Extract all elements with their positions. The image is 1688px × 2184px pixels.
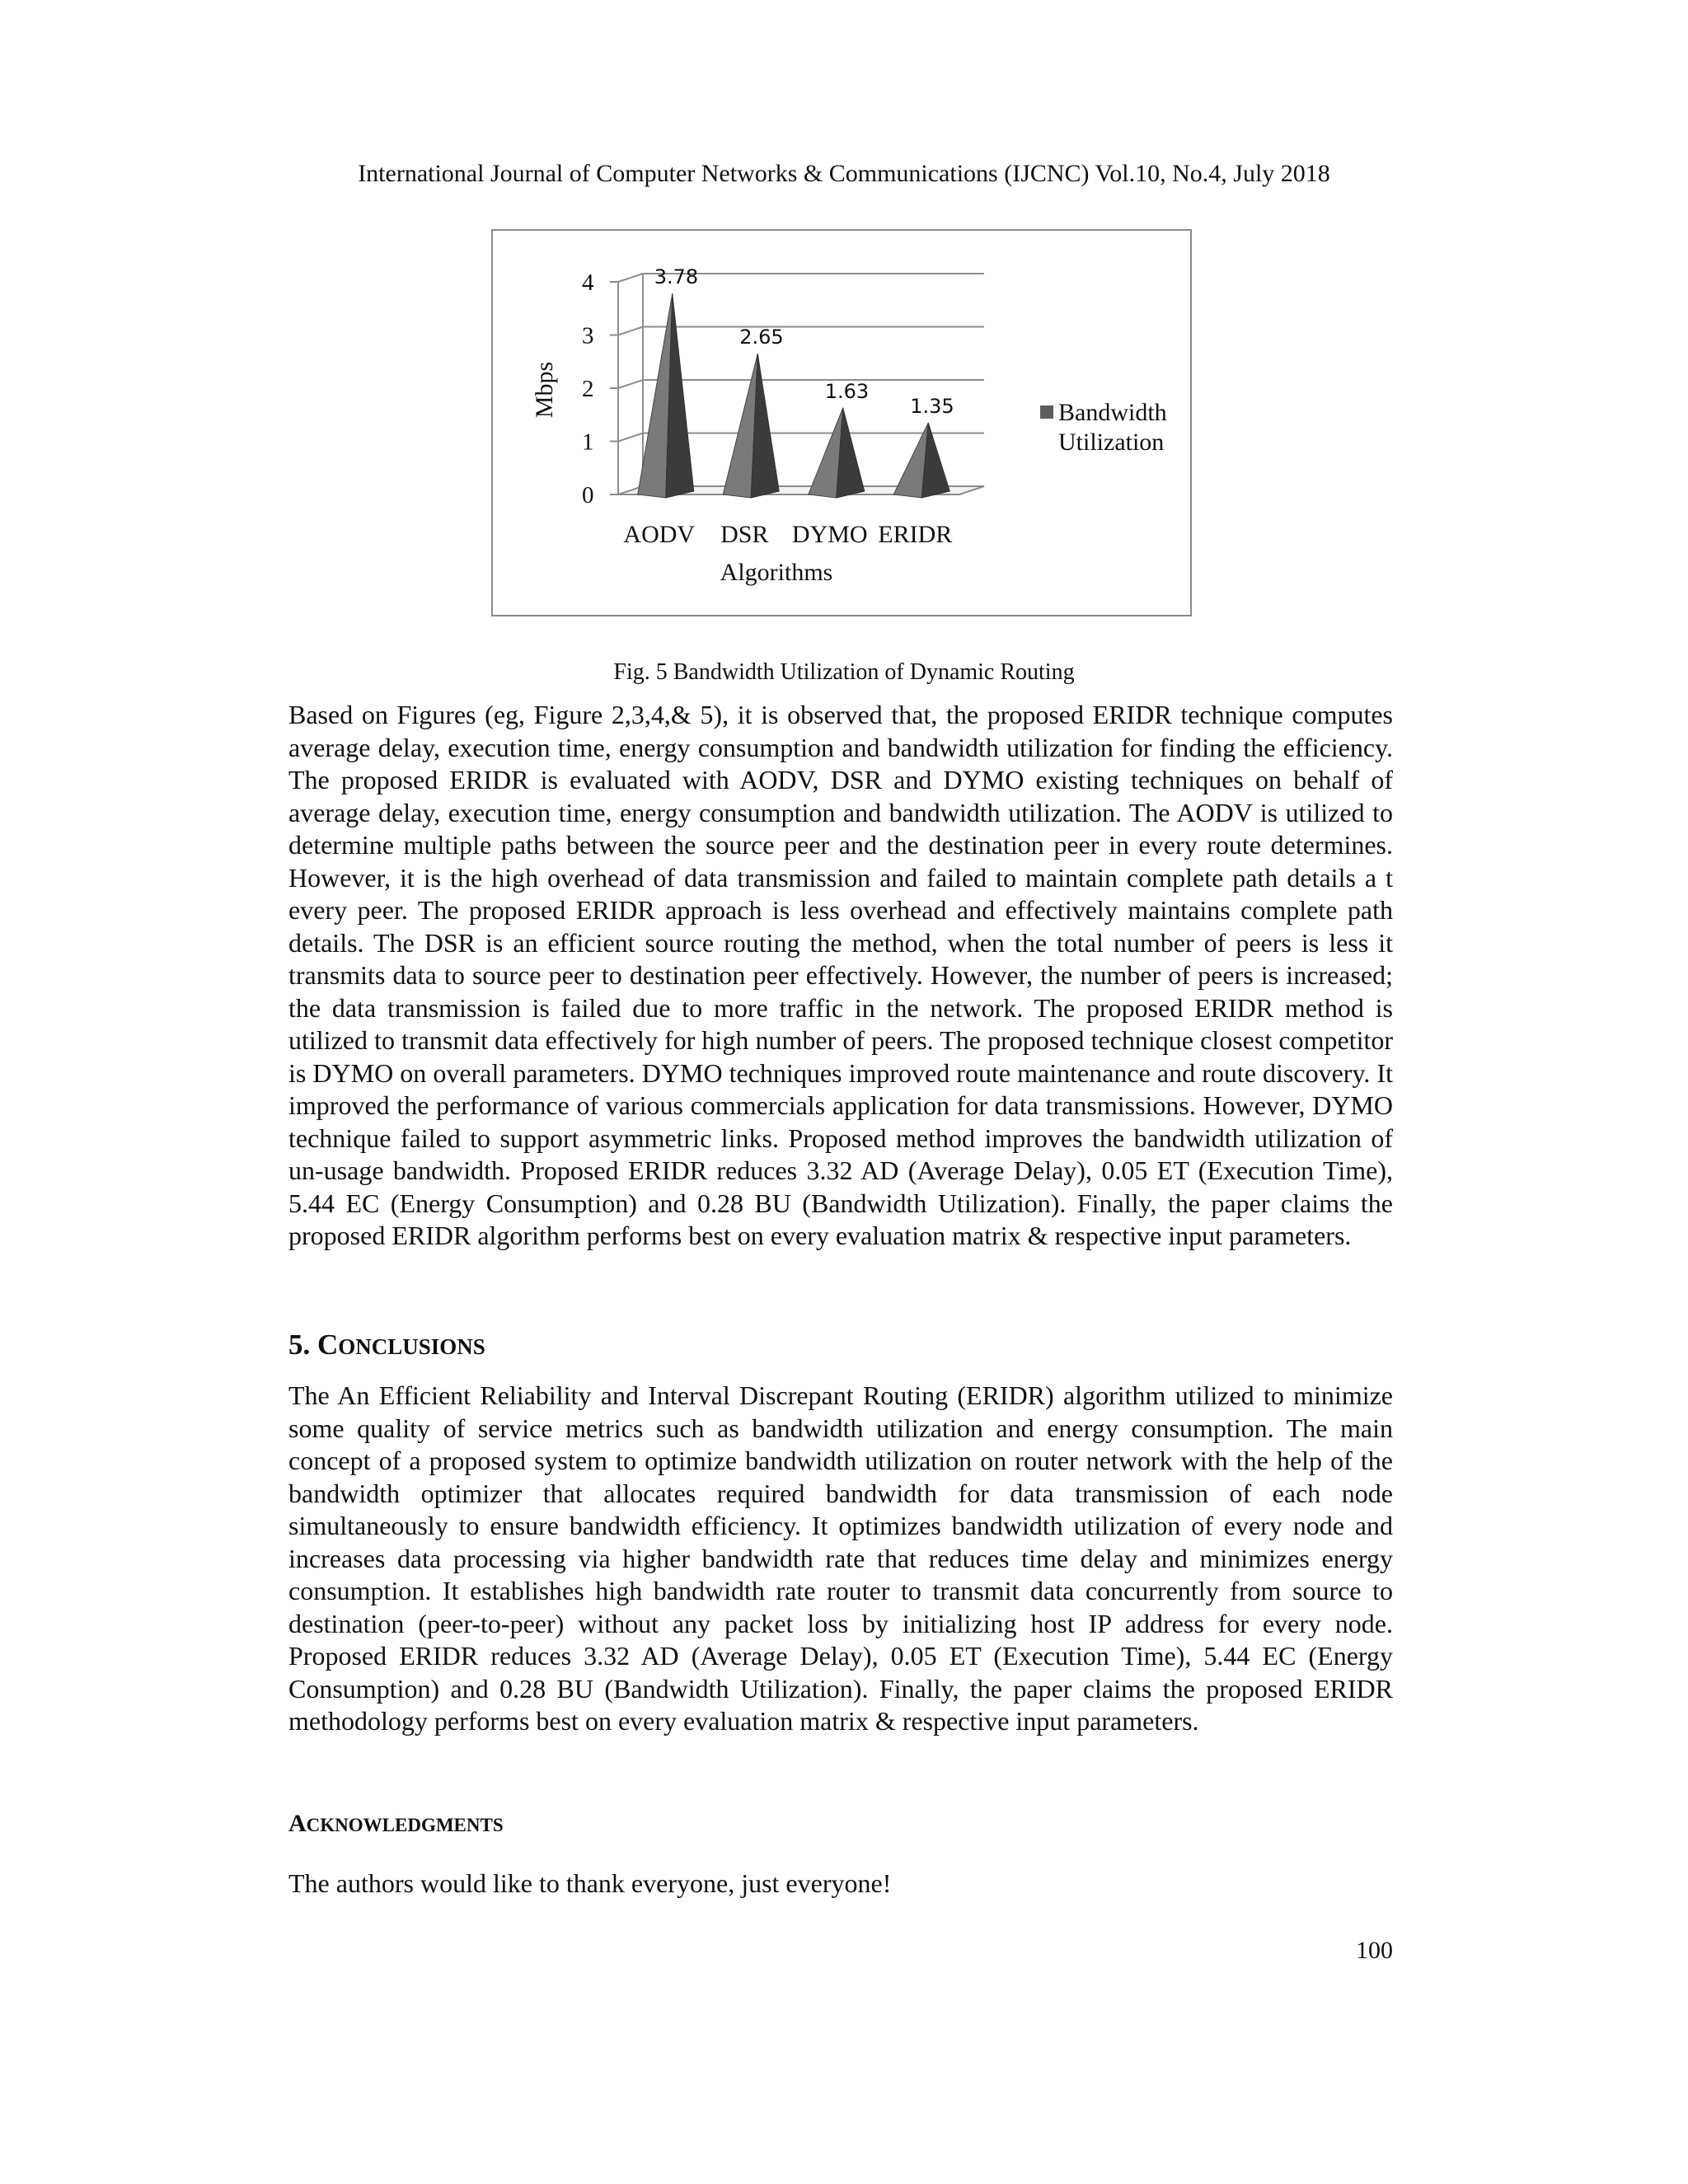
gridline-depth <box>618 327 643 335</box>
page-number: 100 <box>1356 1937 1393 1964</box>
legend-swatch <box>1040 405 1053 419</box>
acknowledgments-paragraph: The authors would like to thank everyone, just everyone! <box>288 1868 892 1898</box>
x-tick-label: AODV <box>623 521 696 548</box>
figure-caption: Fig. 5 Bandwidth Utilization of Dynamic Routing <box>613 659 1075 685</box>
section-heading-acknowledgments <box>288 1810 504 1838</box>
gridline-depth <box>618 274 643 282</box>
ack-heading-rest: CKNOWLEDGMENTS <box>306 1815 504 1835</box>
ack-heading-initial: A <box>288 1810 307 1837</box>
y-axis-title: Mbps <box>531 361 558 419</box>
x-tick-label: ERIDR <box>878 521 953 548</box>
legend-label: Bandwidth <box>1058 399 1167 426</box>
x-tick-label: DSR <box>720 521 769 548</box>
running-header: International Journal of Computer Networks & Communications (IJCNC) Vol.10, No.4, July 2018 <box>358 160 1330 187</box>
discussion-paragraph: Based on Figures (eg, Figure 2,3,4,& 5), it is observed that, the proposed ERIDR technique computes average delay, execution time, energy consumption and bandwidth utilization for finding the efficiency. The proposed ERIDR is evaluated with AODV, DSR and DYMO existing techniques on behalf of average delay, execution time, energy consumption and bandwidth utilization. The AODV is utilized to determine multiple paths between the source peer and the destination peer in every route determines. However, it is the high overhead of data transmission and failed to maintain complete path details a t every peer. The proposed ERIDR approach is less overhead and effectively maintains complete path details. The DSR is an efficient source routing the method, when the total number of peers is less it transmits data to source peer to destination peer effectively. However, the number of peers is increased; the data transmission is failed due to more traffic in the network. The proposed ERIDR method is utilized to transmit data effectively for high number of peers. The proposed technique closest competitor is DYMO on overall parameters. DYMO techniques improved route maintenance and route discovery. It improved the performance of various commercials application for data transmissions. However, DYMO technique failed to support asymmetric links. Proposed method improves the bandwidth utilization of un-usage bandwidth. Proposed ERIDR reduces 3.32 AD (Average Delay), 0.05 ET (Execution Time), 5.44 EC (Energy Consumption) and 0.28 BU (Bandwidth Utilization). Finally, the paper claims the proposed ERIDR algorithm performs best on every evaluation matrix & respective input parameters. <box>288 700 1393 1250</box>
gridline-depth <box>618 380 643 388</box>
section-heading-initial: C <box>317 1329 339 1361</box>
x-tick-label: DYMO <box>791 521 868 548</box>
bandwidth-chart <box>491 229 1192 616</box>
section-number: 5. <box>288 1329 317 1361</box>
chart-svg <box>493 231 1193 618</box>
data-label: 1.35 <box>910 394 954 418</box>
section-heading-rest: ONCLUSIONS <box>338 1334 485 1359</box>
y-tick-label: 4 <box>582 269 594 296</box>
conclusions-paragraph: The An Efficient Reliability and Interval Discrepant Routing (ERIDR) algorithm utilized to minimize some quality of service metrics such as bandwidth utilization and energy consumption. The main concept of a proposed system to optimize bandwidth utilization on router network with the help of the bandwidth optimizer that allocates required bandwidth for data transmission of each node simultaneously to ensure bandwidth efficiency. It optimizes bandwidth utilization of every node and increases data processing via higher bandwidth rate that reduces time delay and minimizes energy consumption. It establishes high bandwidth rate router to transmit data concurrently from source to destination (peer-to-peer) without any packet loss by initializing host IP address for every node. Proposed ERIDR reduces 3.32 AD (Average Delay), 0.05 ET (Execution Time), 5.44 EC (Energy Consumption) and 0.28 BU (Bandwidth Utilization). Finally, the paper claims the proposed ERIDR methodology performs best on every evaluation matrix & respective input parameters. <box>288 1380 1393 1736</box>
data-label: 3.78 <box>654 265 699 289</box>
y-tick-label: 3 <box>582 322 594 349</box>
data-label: 2.65 <box>739 326 784 349</box>
y-tick-label: 2 <box>582 376 594 402</box>
y-tick-label: 1 <box>582 429 594 456</box>
y-tick-label: 0 <box>582 482 594 509</box>
x-axis-title: Algorithms <box>720 559 833 586</box>
gridline-depth <box>618 434 643 442</box>
data-label: 1.63 <box>824 379 870 403</box>
legend-label: Utilization <box>1058 429 1165 456</box>
section-heading-conclusions <box>288 1329 485 1361</box>
